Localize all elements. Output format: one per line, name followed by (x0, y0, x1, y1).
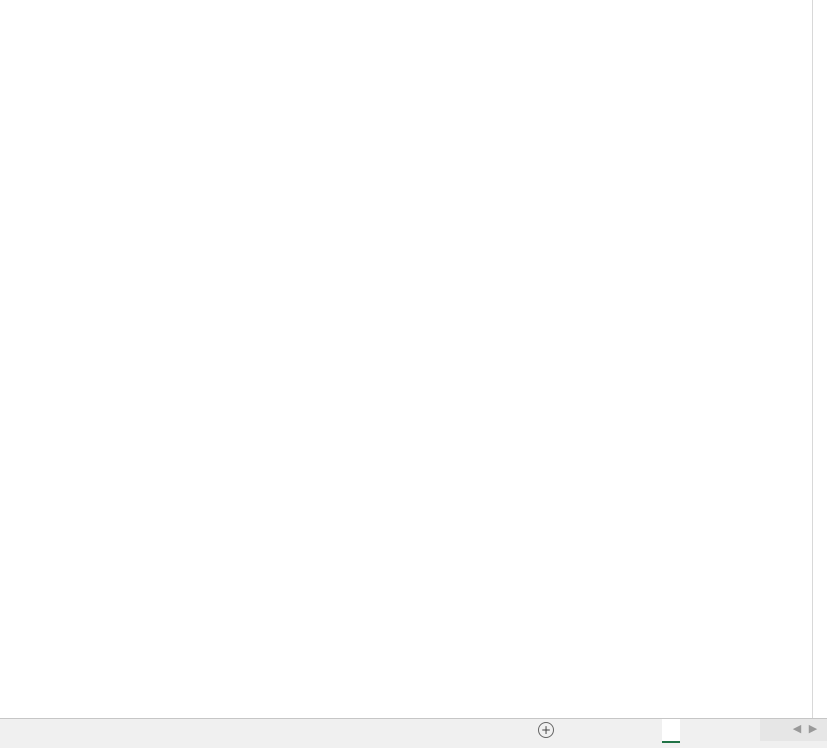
add-sheet-button[interactable]: + (538, 722, 554, 738)
next-sheet-icon[interactable]: ▶ (808, 722, 818, 735)
tab-sheet-1[interactable] (662, 719, 680, 743)
tab-sheet-2[interactable] (592, 719, 610, 741)
prev-sheet-icon[interactable]: ◀ (792, 722, 802, 735)
row-header-gutter (812, 0, 827, 718)
sheet-tab-bar (0, 718, 827, 748)
